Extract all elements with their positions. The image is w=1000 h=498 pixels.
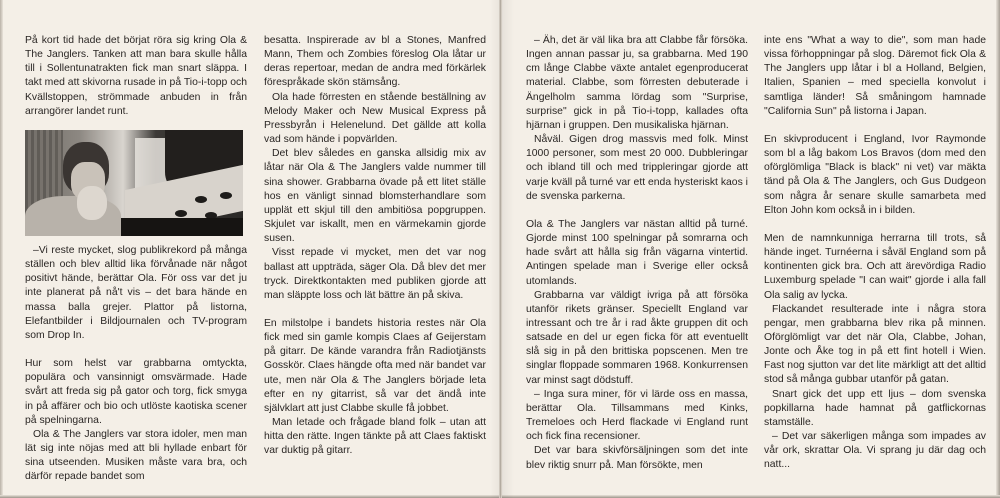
- paragraph: Ola & The Janglers var stora idoler, men man lät sig inte nöjas med att bli hyllade enbart för sina utseenden. Musiken måste vara bra, och därför repade bandet som: [25, 428, 247, 483]
- text-column-2: [264, 34, 486, 459]
- paragraph: Visst repade vi mycket, men det var nog ballast att uppträda, säger Ola. Då blev det mer tryck. Direktkontakten med publiken gjorde att man släppte loss och lät bättre än på skiva.: [264, 247, 486, 301]
- paragraph: – Inga sura miner, för vi lärde oss en massa, berättar Ola. Tillsammans med Kinks, Tremeloes och Herd flackade vi England runt och fick fina recensioner.: [526, 388, 748, 443]
- photo-knob: [220, 192, 232, 199]
- page-edge-left: [0, 0, 3, 498]
- photo-knob: [195, 196, 207, 203]
- paragraph: Ola & The Janglers var nästan alltid på turné. Gjorde minst 100 spelningar på somrarna och hade svårt att hålla sig från vägarna vintertid. Antingen spelade man i Sverige eller också utomlands.: [526, 218, 748, 287]
- center-fold: [499, 0, 502, 498]
- paragraph: – Det var säkerligen många som impades av vår ork, skrattar Ola. Vi sprang ju där dag och natt...: [764, 431, 986, 471]
- paragraph: På kort tid hade det börjat röra sig kring Ola & The Janglers. Tanken att man bara skulle hålla till i Sollentunatrakten fick man snart släppa. I takt med att skivorna rusade in på Tio-i-topp och Kvällstoppen, strömmade anbuden in från arrangörer landet runt.: [25, 35, 247, 117]
- text-column-3: [526, 34, 748, 473]
- photo-person-hand: [77, 186, 107, 220]
- center-fold-shadow: [490, 0, 514, 498]
- paragraph: Men de namnkunniga herrarna till trots, så hände inget. Turnéerna i såväl England som på kontinenten gick bra. Och att ärevördiga Radio Luxemburg spelade "I can wait" gjorde i alla fall Ola salig av lycka.: [764, 232, 986, 301]
- paragraph: Ola hade förresten en stående beställning av Melody Maker och New Musical Express på Pressbyrån i Helenelund. Det gällde att kolla vad som hände i popvärlden.: [264, 91, 486, 146]
- paragraph: Grabbarna var väldigt ivriga på att försöka utanför rikets gränser. Speciellt England var intressant och tre år i rad åkte gruppen dit och satsade en del ur egen ficka för att eventuellt slå sig in på den brittiska popscenen. Men tre singlar floppade sommaren 1968. Konkurrensen var minst sagt dödstuff.: [526, 289, 748, 386]
- paragraph: inte ens "What a way to die", som man hade vissa förhoppningar på slog. Däremot fick Ola & The Janglers upp låtar i bl a Holland, Belgien, Italien, Spanien – med speciella konvolut i samtliga länder! Så småningom hamnade "California Sun" på listorna i Japan.: [764, 35, 986, 117]
- paragraph: Man letade och frågade bland folk – utan att hitta den rätte. Ingen tänkte på att Claes faktiskt var duktig på gitarr.: [264, 417, 486, 457]
- paragraph: – Äh, det är väl lika bra att Clabbe får försöka. Ingen annan passar ju, sa grabbarna. Med 190 cm långe Clabbe växte antalet egenproducerat material. Clabbe, som förresten debuterade i Ängelholm samma lördag som "Surprise, surprise" gick in på Tio-i-topp, kallades ofta hjärnan i gruppen. Den musikaliska hjärnan.: [526, 35, 748, 131]
- paragraph: Flackandet resulterade inte i några stora pengar, men grabbarna blev rika på minnen. Oförglömligt var det när Ola, Clabbe, Johan, Jonte och Åke tog in på ett fint hotell i Wien. Fast nog sjutton var det lite märkligt att det alltid stod så många gubbar utanför på gatan.: [764, 303, 986, 386]
- paragraph: besatta. Inspirerade av bl a Stones, Manfred Mann, Them och Zombies föreslog Ola låtar ur deras repertoar, medan de andra med förkärlek förespråkade skön stämsång.: [264, 35, 486, 89]
- paragraph: Nåväl. Gigen drog massvis med folk. Minst 1000 personer, som mest 20 000. Dubbleringar och ibland till och med trippleringar gjorde att varje kväll på turné var ett enda hysteriskt kaos i de svenska parkerna.: [526, 134, 748, 202]
- paragraph: En milstolpe i bandets historia restes när Ola fick med sin gamle kompis Claes af Geijerstam på gitarr. De kände varandra från Radiotjänsts Gosskör. Claes hängde ofta med när bandet var ute, men när Ola & The Janglers började leta efter en ny gitarrist, så var det ändå inte självklart att just Clabbe skulle få jobbet.: [264, 317, 486, 414]
- paragraph: Det var bara skivförsäljningen som det inte blev riktig snurr på. Man försökte, men: [526, 445, 748, 471]
- paragraph: Det blev således en ganska allsidig mix av låtar när Ola & The Janglers valde nummer till sina shower. Grabbarna övade på ett litet ställe hos en vänligt sinnad blomsterhandlare som upplät ett skjul till den ambitiösa popgruppen. Skjulet var iskallt, men en värmekamin gjorde susen.: [264, 148, 486, 245]
- paragraph: Hur som helst var grabbarna omtyckta, populära och vansinnigt omsvärmade. Hade svårt att freda sig på gator och torg, fick smyga in på affärer och bio och utlöste kaotiska scener på spelningarna.: [25, 358, 247, 426]
- paragraph: –Vi reste mycket, slog publikrekord på många ställen och blev alltid lika förvånade när något positivt hände, berättar Ola. För oss var det ju inte planerat på nå't vis – det bara hände en massa balla grejer. Plattor på listorna, Elefantbilder i Bildjournalen och TV-program som Drop In.: [25, 244, 247, 341]
- paragraph: Snart gick det upp ett ljus – dom svenska popkillarna hade hamnat på gatflickornas stamställe.: [764, 388, 986, 428]
- photo-image: [25, 130, 243, 236]
- text-column-4: [764, 34, 986, 473]
- photo-knob: [175, 210, 187, 217]
- text-column-1: [25, 34, 247, 484]
- page-edge-right: [996, 0, 1000, 498]
- photo-desk-front: [115, 218, 243, 236]
- paragraph: En skivproducent i England, Ivor Raymonde som bl a låg bakom Los Bravos (dom med den oförglömliga "Black is black" ni vet) var mäkta tänd på Ola & The Janglers, och Gus Dudgeon som några år senare skulle samarbeta med Elton John kom också in i bilden.: [764, 133, 986, 216]
